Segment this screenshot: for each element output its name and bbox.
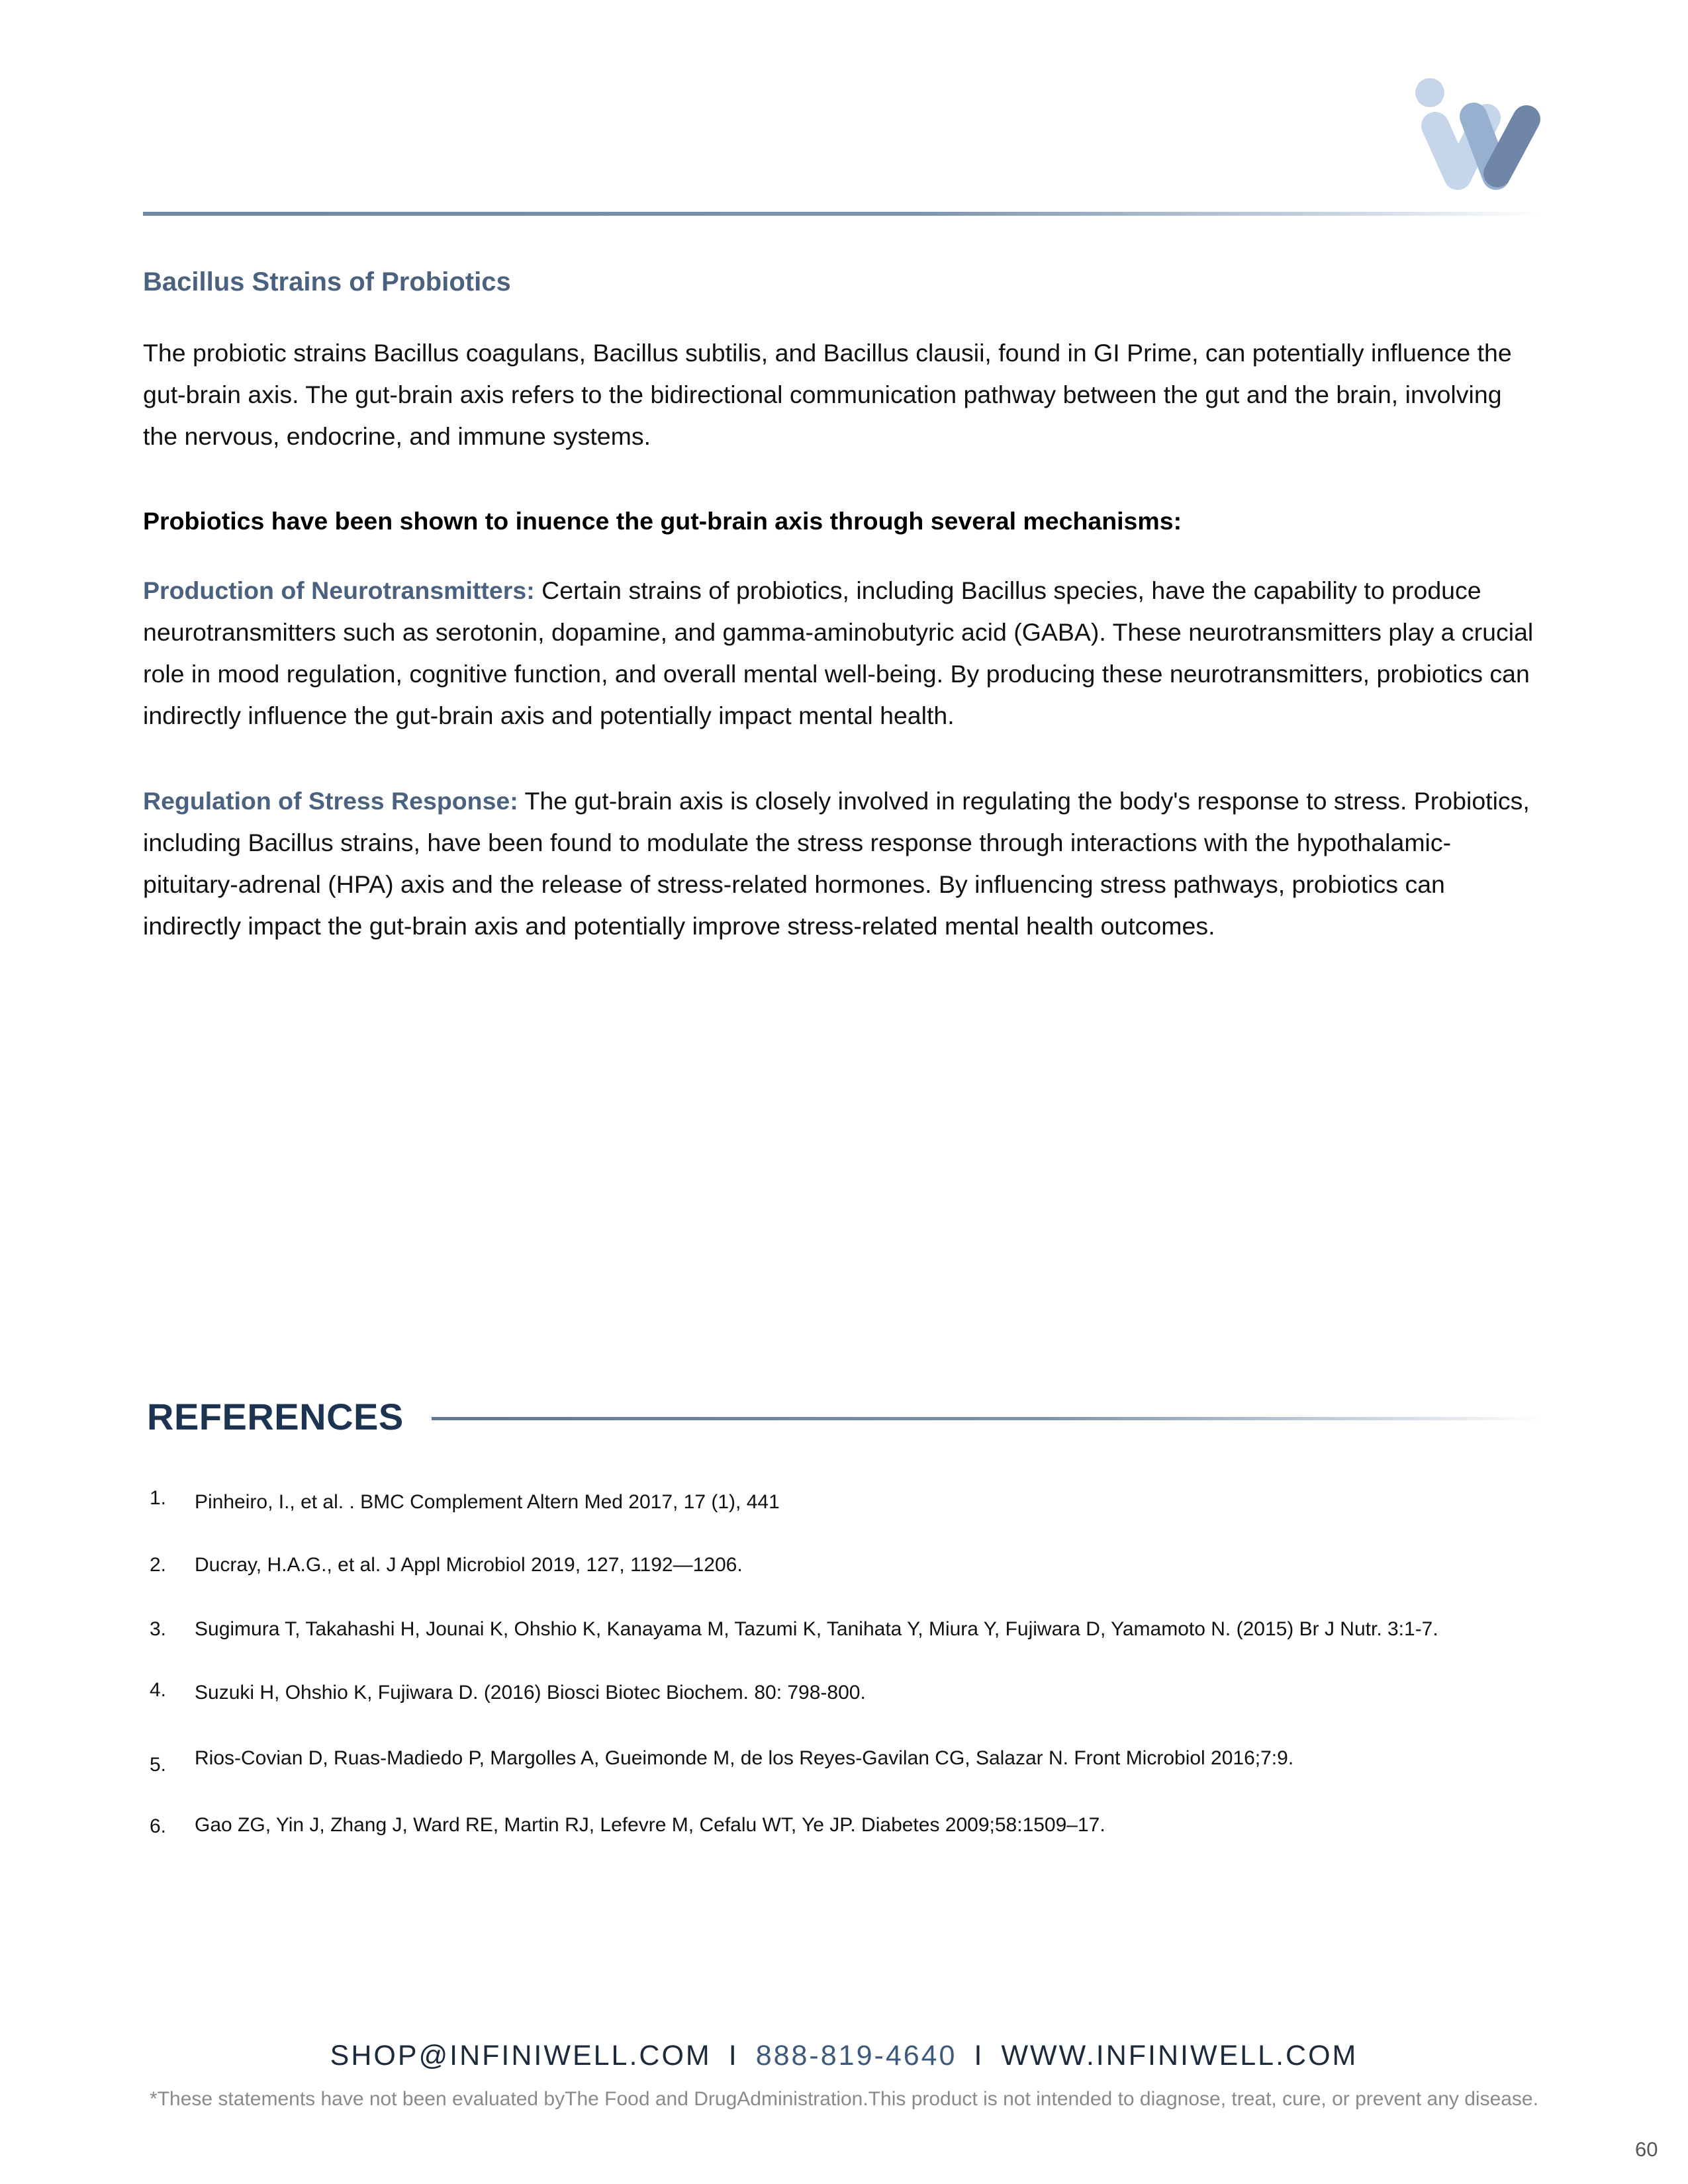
mechanism-label: Regulation of Stress Response:: [143, 787, 518, 815]
references-title: REFERENCES: [147, 1396, 404, 1437]
logo-dot: [1415, 78, 1444, 107]
section-title: Bacillus Strains of Probiotics: [143, 267, 511, 296]
footer-separator: I: [728, 2040, 739, 2071]
header-divider: [143, 212, 1542, 216]
footer-email-link[interactable]: SHOP@INFINIWELL.COM: [330, 2040, 712, 2071]
reference-text: Sugimura T, Takahashi H, Jounai K, Ohshio K, Kanayama M, Tazumi K, Tanihata Y, Miura Y, Fujiwara D, Yamamoto N. (2015) Br J Nutr. 3:1-7.: [195, 1618, 1438, 1640]
main-content: [143, 262, 1540, 947]
page-number: 60: [1635, 2138, 1658, 2161]
mechanism-stress-response: [143, 780, 1540, 947]
logo-stroke-dark: [1497, 119, 1526, 173]
footer-contact: [0, 2036, 1688, 2075]
references-divider: [432, 1417, 1544, 1420]
mechanism-neurotransmitters: [143, 570, 1540, 737]
mechanisms-heading: Probiotics have been shown to inuence the gut-brain axis through several mechanisms:: [143, 507, 1182, 535]
reference-text: Suzuki H, Ohshio K, Fujiwara D. (2016) Biosci Biotec Biochem. 80: 798-800.: [195, 1682, 866, 1704]
mechanism-text: Certain strains of probiotics, including Bacillus species, have the capability to produce neurotransmitters such as serotonin, dopamine, and gamma-aminobutyric acid (GABA). These neurotransmitters play a crucial role in mood regulation, cognitive function, and overall mental well-being. By producing these neurotransmitters, probiotics can indirectly influence the gut-brain axis and potentially impact mental health.: [143, 576, 1534, 729]
footer-phone-link[interactable]: 888-819-4640: [755, 2040, 957, 2071]
infiniwell-logo: [1409, 71, 1545, 191]
reference-number: 6.: [150, 1815, 167, 1837]
reference-text: Pinheiro, I., et al. . BMC Complement Altern Med 2017, 17 (1), 441: [195, 1491, 780, 1513]
footer-disclaimer: *These statements have not been evaluated byThe Food and DrugAdministration.This product is not intended to diagnose, treat, cure, or prevent any disease.: [150, 2088, 1538, 2110]
reference-number: 4.: [150, 1679, 167, 1701]
reference-number: 3.: [150, 1618, 167, 1640]
reference-number: 2.: [150, 1554, 167, 1576]
footer-separator: I: [974, 2040, 984, 2071]
footer-website-link[interactable]: WWW.INFINIWELL.COM: [1001, 2040, 1358, 2071]
mechanism-label: Production of Neurotransmitters:: [143, 576, 535, 604]
reference-text: Ducray, H.A.G., et al. J Appl Microbiol 2019, 127, 1192—1206.: [195, 1554, 743, 1576]
reference-number: 5.: [150, 1754, 167, 1776]
mechanism-text: The gut-brain axis is closely involved in regulating the body's response to stress. Probiotics, including Bacillus strains, have been found to modulate the stress response through interactions with the hypothalamic-pituitary-adrenal (HPA) axis and the release of stress-related hormones. By influencing stress pathways, probiotics can indirectly impact the gut-brain axis and potentially improve stress-related mental health outcomes.: [143, 787, 1530, 940]
reference-number: 1.: [150, 1487, 167, 1509]
reference-text: Rios-Covian D, Ruas-Madiedo P, Margolles A, Gueimonde M, de los Reyes-Gavilan CG, Salazar N. Front Microbiol 2016;7:9.: [195, 1747, 1294, 1769]
reference-text: Gao ZG, Yin J, Zhang J, Ward RE, Martin RJ, Lefevre M, Cefalu WT, Ye JP. Diabetes 2009;58:1509–17.: [195, 1814, 1105, 1836]
intro-paragraph: The probiotic strains Bacillus coagulans, Bacillus subtilis, and Bacillus clausii, found in GI Prime, can potentially influence the gut-brain axis. The gut-brain axis refers to the bidirectional communication pathway between the gut and the brain, involving the nervous, endocrine, and immune systems.: [143, 339, 1512, 450]
